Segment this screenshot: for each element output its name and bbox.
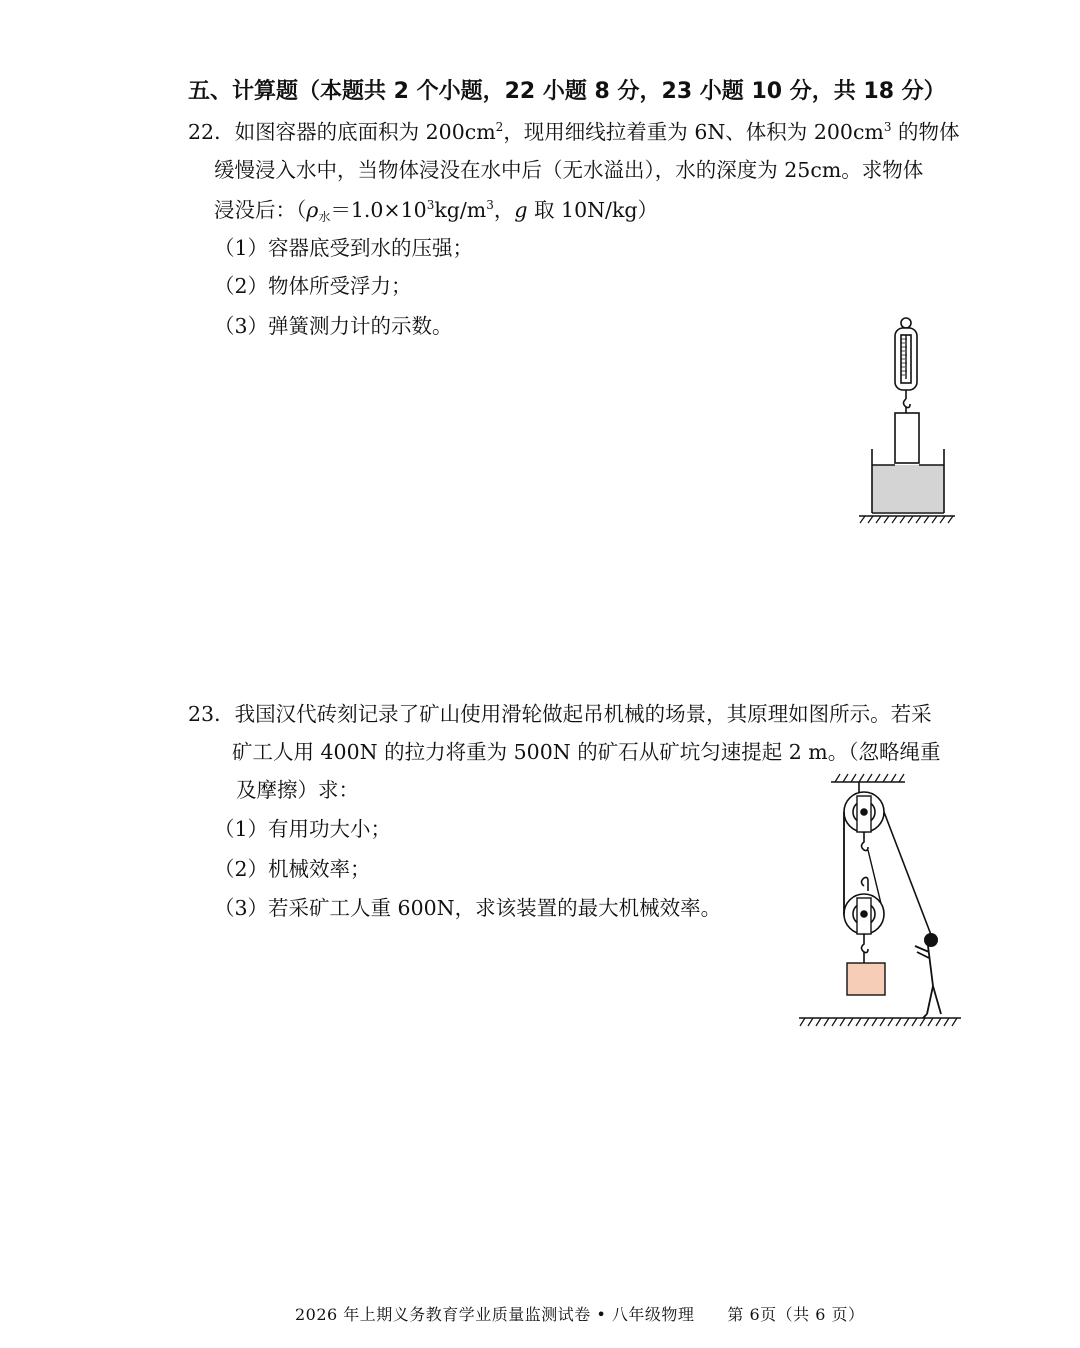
- worker-figure: [915, 933, 941, 1018]
- q22-text: 如图容器的底面积为 200cm: [234, 120, 496, 144]
- q22-sub-2: （2）物体所受浮力；: [214, 274, 412, 298]
- q22-number: 22．: [188, 120, 235, 144]
- q23-line-1: [188, 700, 932, 728]
- ring-icon: [901, 318, 911, 328]
- q23-line-2: 矿工人用 400N 的拉力将重为 500N 的矿石从矿坑匀速提起 2 m。（忽略绳重: [232, 740, 941, 764]
- q22-sub-3: （3）弹簧测力计的示数。: [214, 314, 453, 338]
- q22-sub-1: （1）容器底受到水的压强；: [214, 236, 474, 260]
- ore-block: [847, 963, 885, 995]
- object-block: [895, 413, 919, 463]
- pulley-block-worker-diagram: [795, 768, 965, 1030]
- q22-text: 取 10N/kg）: [527, 198, 659, 222]
- q22-text: ＝1.0×10: [330, 198, 427, 222]
- q23-text: 我国汉代砖刻记录了矿山使用滑轮做起吊机械的场景，其原理如图所示。若采: [234, 702, 932, 726]
- q22-line-1: [188, 118, 960, 146]
- spring-scale-container-diagram: [855, 315, 960, 525]
- superscript: 3: [426, 198, 435, 212]
- page-footer: 2026 年上期义务教育学业质量监测试卷 • 八年级物理 第 6页（共 6 页）: [295, 1305, 865, 1324]
- q22-text: kg/m: [434, 198, 487, 222]
- q22-line-2: 缓慢浸入水中，当物体浸没在水中后（无水溢出），水的深度为 25cm。求物体: [214, 158, 924, 182]
- q23-sub-2: （2）机械效率；: [214, 857, 371, 881]
- q23-number: 23．: [188, 702, 235, 726]
- rho-symbol: ρ: [306, 198, 319, 222]
- q22-text: ，现用细线拉着重为 6N、体积为 200cm: [503, 120, 884, 144]
- q22-text: 的物体: [891, 120, 960, 144]
- superscript: 3: [883, 120, 892, 134]
- q22-text: ，: [493, 198, 515, 222]
- water: [872, 465, 944, 512]
- g-symbol: g: [514, 198, 528, 222]
- section-heading: 五、计算题（本题共 2 个小题，22 小题 8 分，23 小题 10 分，共 18 分）: [188, 79, 946, 104]
- q23-sub-3: （3）若采矿工人重 600N，求该装置的最大机械效率。: [214, 896, 722, 920]
- q23-sub-1: （1）有用功大小；: [214, 817, 392, 841]
- q22-line-3: [214, 196, 658, 224]
- subscript: 水: [318, 210, 331, 224]
- q23-line-3: 及摩擦）求：: [236, 778, 359, 802]
- superscript: 2: [495, 120, 504, 134]
- superscript: 3: [486, 198, 494, 212]
- q22-text: 浸没后：（: [214, 198, 307, 222]
